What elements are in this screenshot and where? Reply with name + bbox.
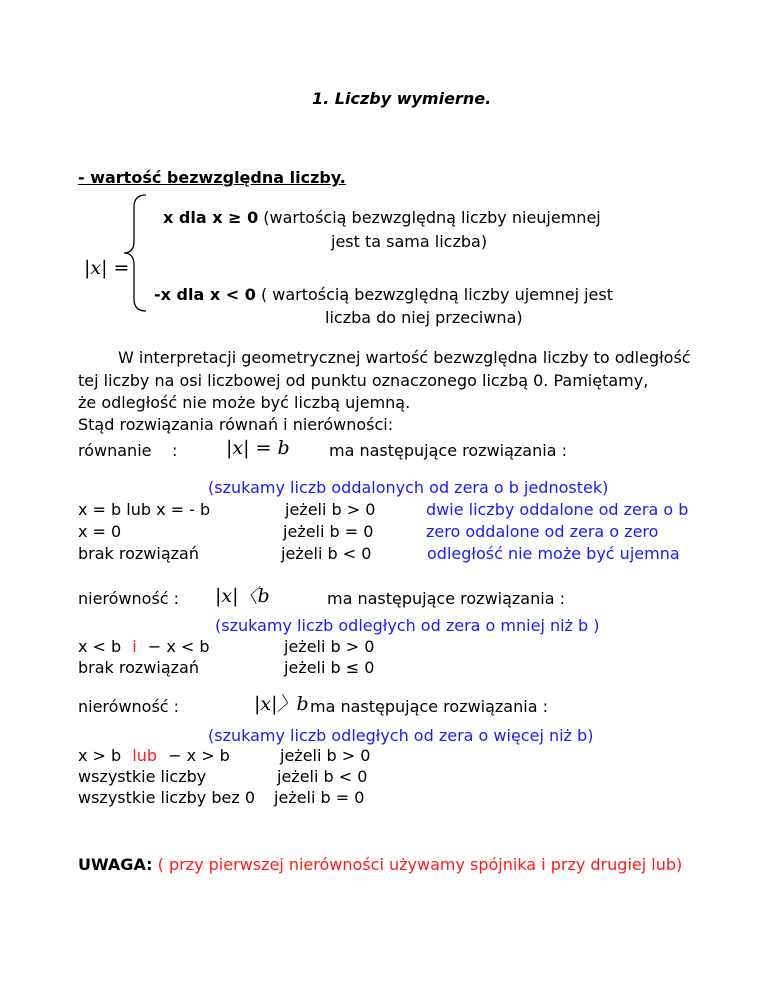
inequality-hint: (szukamy liczb odległych od zera o mniej niż b )	[215, 616, 600, 635]
inequality-solution	[78, 637, 210, 657]
paragraph-line: Stąd rozwiązania równań i nierówności:	[78, 415, 394, 434]
section-heading: - wartość bezwzględna liczby.	[78, 168, 346, 187]
note	[78, 855, 682, 875]
equation-solutions-label: ma następujące rozwiązania :	[329, 441, 567, 460]
paragraph-line: że odległość nie może być liczbą ujemną.	[78, 393, 411, 412]
case-positive	[163, 208, 601, 228]
conjunction-and: i	[132, 637, 137, 656]
note-text: ( przy pierwszej nierówności używamy spójnika i przy drugiej lub)	[157, 855, 683, 874]
equation-solution: x = b lub x = - b	[78, 500, 211, 519]
inequality-left: x > b	[78, 746, 122, 765]
definition-lhs: |x| =	[84, 257, 130, 279]
inequality-label: nierówność :	[78, 589, 180, 608]
inequality-right: − x > b	[168, 746, 230, 765]
equation-comment: zero oddalone od zera o zero	[426, 522, 659, 541]
inequality-solution: brak rozwiązań	[78, 658, 199, 677]
conjunction-or: lub	[132, 746, 158, 765]
case-negative	[154, 285, 613, 305]
case-positive-expr: x dla x ≥ 0	[163, 208, 259, 227]
equation-hint: (szukamy liczb oddalonych od zera o b jednostek)	[208, 478, 609, 497]
case-negative-note: ( wartością bezwzględną liczby ujemnej jest	[260, 285, 614, 304]
equation-solution: x = 0	[78, 522, 122, 541]
case-negative-note-cont: liczba do niej przeciwna)	[325, 308, 523, 327]
inequality-condition: jeżeli b = 0	[274, 788, 365, 807]
case-positive-note-cont: jest ta sama liczba)	[331, 232, 488, 251]
inequality-solutions-label: ma następujące rozwiązania :	[327, 589, 565, 608]
case-negative-expr: -x dla x < 0	[154, 285, 256, 304]
inequality-solution: wszystkie liczby	[78, 767, 207, 786]
equation-colon: :	[172, 441, 178, 460]
paragraph-line: tej liczby na osi liczbowej od punktu oznaczonego liczbą 0. Pamiętamy,	[78, 371, 649, 390]
inequality-condition: jeżeli b > 0	[284, 637, 375, 656]
note-label: UWAGA:	[78, 855, 153, 874]
equation-comment: dwie liczby oddalone od zera o b	[426, 500, 689, 519]
inequality-solution: wszystkie liczby bez 0	[78, 788, 255, 807]
page-title: 1. Liczby wymierne.	[312, 89, 492, 108]
curly-brace-icon	[122, 193, 152, 313]
inequality-formula: |x|〈b	[215, 585, 270, 607]
equation-solution: brak rozwiązań	[78, 544, 199, 563]
paragraph-line: W interpretacji geometrycznej wartość bezwzględna liczby to odległość	[118, 348, 691, 367]
inequality-left: x < b	[78, 637, 122, 656]
inequality-condition: jeżeli b > 0	[280, 746, 371, 765]
equation-formula: |x| = b	[226, 437, 290, 459]
inequality-condition: jeżeli b < 0	[277, 767, 368, 786]
inequality-right: − x < b	[147, 637, 210, 656]
equation-condition: jeżeli b > 0	[285, 500, 376, 519]
inequality-label: nierówność :	[78, 697, 180, 716]
equation-label: równanie	[78, 441, 152, 460]
case-positive-note: (wartością bezwzględną liczby nieujemnej	[263, 208, 601, 227]
inequality-condition: jeżeli b ≤ 0	[284, 658, 375, 677]
equation-condition: jeżeli b < 0	[281, 544, 372, 563]
inequality-solutions-label: ma następujące rozwiązania :	[310, 697, 548, 716]
inequality-solution	[78, 746, 230, 766]
equation-comment: odległość nie może być ujemna	[427, 544, 680, 563]
equation-condition: jeżeli b = 0	[283, 522, 374, 541]
inequality-formula: |x|〉b	[254, 693, 309, 715]
inequality-hint: (szukamy liczb odległych od zera o więcej niż b)	[208, 726, 594, 745]
